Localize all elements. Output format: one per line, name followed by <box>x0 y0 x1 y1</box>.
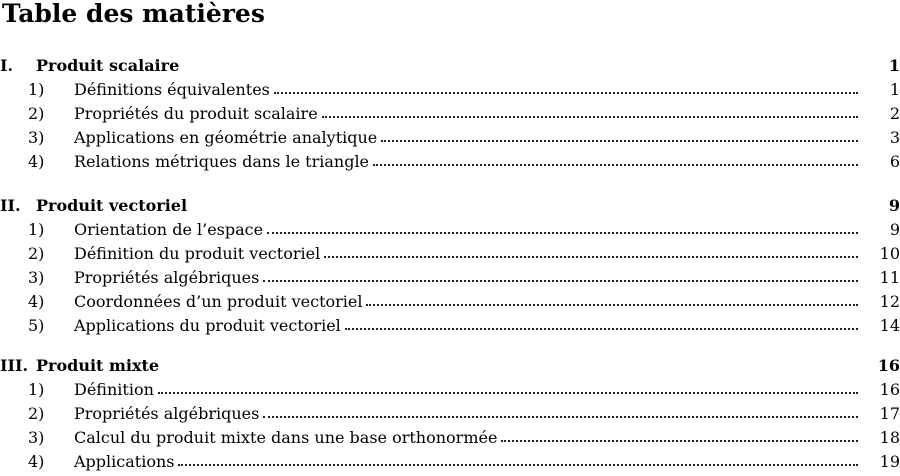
dot-leader <box>322 114 858 118</box>
entry-title: Définition <box>74 380 158 400</box>
entry-number: 4) <box>28 152 45 171</box>
entry-title: Propriétés algébriques <box>74 404 263 424</box>
dot-leader <box>274 90 858 94</box>
entry-page-number: 17 <box>879 404 900 423</box>
entry-number: 2) <box>28 104 45 123</box>
toc-entry[interactable] <box>0 124 900 148</box>
dot-leader <box>158 390 858 394</box>
toc-section-2 <box>0 192 900 336</box>
page-title: Table des matières <box>2 0 265 28</box>
entry-number: 2) <box>28 404 45 423</box>
section-number: I. <box>0 56 14 75</box>
dot-leader <box>373 162 858 166</box>
entry-title: Applications en géométrie analytique <box>74 128 381 148</box>
entry-number: 4) <box>28 452 45 471</box>
dot-leader <box>267 230 858 234</box>
section-heading[interactable] <box>0 352 900 376</box>
dot-leader <box>263 414 858 418</box>
toc-entry[interactable] <box>0 240 900 264</box>
section-heading[interactable] <box>0 52 900 76</box>
entry-page-number: 14 <box>879 316 900 335</box>
entry-number: 3) <box>28 428 45 447</box>
toc-entry[interactable] <box>0 288 900 312</box>
dot-leader <box>263 278 858 282</box>
toc-entry[interactable] <box>0 216 900 240</box>
entry-page-number: 6 <box>889 152 900 171</box>
toc-entry[interactable] <box>0 264 900 288</box>
entry-page-number: 1 <box>889 80 900 99</box>
toc-entry[interactable] <box>0 424 900 448</box>
section-page-number: 9 <box>888 196 900 215</box>
section-heading[interactable] <box>0 192 900 216</box>
toc-entry[interactable] <box>0 76 900 100</box>
entry-title: Définitions équivalentes <box>74 80 274 100</box>
entry-title: Applications <box>74 452 178 472</box>
section-number: III. <box>0 356 29 375</box>
section-number: II. <box>0 196 21 215</box>
dot-leader <box>366 302 858 306</box>
entry-title: Propriétés du produit scalaire <box>74 104 322 124</box>
toc-entry[interactable] <box>0 376 900 400</box>
entry-page-number: 9 <box>889 220 900 239</box>
entry-title: Définition du produit vectoriel <box>74 244 324 264</box>
toc-section-3 <box>0 352 900 472</box>
dot-leader <box>381 138 858 142</box>
entry-number: 1) <box>28 80 45 99</box>
entry-number: 5) <box>28 316 45 335</box>
toc-entry[interactable] <box>0 100 900 124</box>
section-page-number: 16 <box>877 356 900 375</box>
entry-title: Relations métriques dans le triangle <box>74 152 373 172</box>
dot-leader <box>178 462 858 466</box>
entry-title: Propriétés algébriques <box>74 268 263 288</box>
entry-page-number: 18 <box>879 428 900 447</box>
entry-page-number: 2 <box>889 104 900 123</box>
entry-number: 1) <box>28 220 45 239</box>
entry-page-number: 16 <box>879 380 900 399</box>
entry-number: 3) <box>28 128 45 147</box>
entry-page-number: 11 <box>879 268 900 287</box>
toc-entry[interactable] <box>0 148 900 172</box>
entry-number: 4) <box>28 292 45 311</box>
entry-number: 3) <box>28 268 45 287</box>
section-title: Produit vectoriel <box>36 196 188 215</box>
entry-page-number: 19 <box>879 452 900 471</box>
section-title: Produit scalaire <box>36 56 180 75</box>
entry-number: 2) <box>28 244 45 263</box>
entry-title: Applications du produit vectoriel <box>74 316 345 336</box>
entry-title: Coordonnées d’un produit vectoriel <box>74 292 366 312</box>
entry-title: Calcul du produit mixte dans une base orthonormée <box>74 428 501 448</box>
entry-page-number: 12 <box>879 292 900 311</box>
toc-entry[interactable] <box>0 448 900 472</box>
section-page-number: 1 <box>888 56 900 75</box>
dot-leader <box>324 254 858 258</box>
dot-leader <box>345 326 858 330</box>
entry-page-number: 10 <box>879 244 900 263</box>
section-title: Produit mixte <box>36 356 160 375</box>
entry-page-number: 3 <box>889 128 900 147</box>
entry-title: Orientation de l’espace <box>74 220 267 240</box>
toc-section-1 <box>0 52 900 172</box>
dot-leader <box>501 438 858 442</box>
toc-entry[interactable] <box>0 312 900 336</box>
entry-number: 1) <box>28 380 45 399</box>
toc-entry[interactable] <box>0 400 900 424</box>
